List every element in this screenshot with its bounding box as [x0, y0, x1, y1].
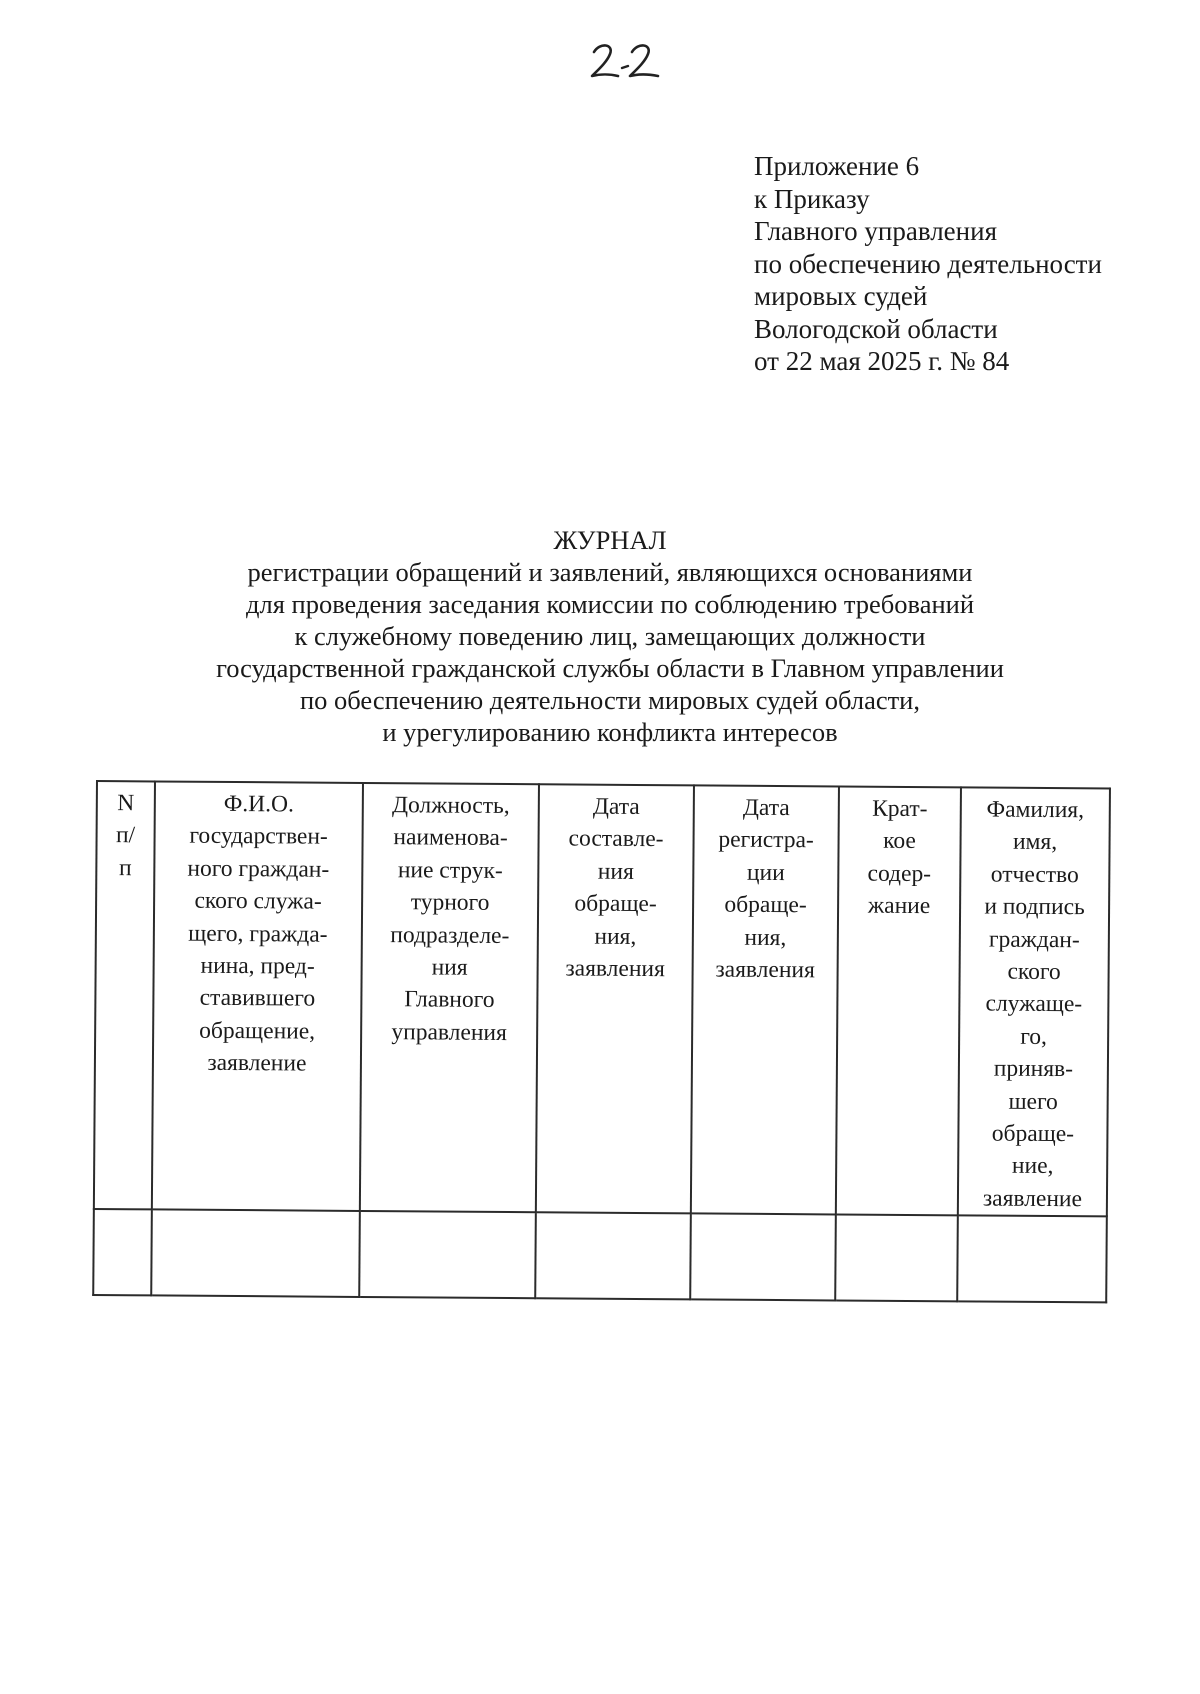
- appendix-block: [754, 150, 1184, 378]
- column-header-line: Дата: [742, 794, 790, 822]
- column-header-line: наименова-: [393, 824, 508, 852]
- journal-table: [92, 780, 1111, 1304]
- column-header-line: Дата: [592, 793, 640, 820]
- column-header-line: содер-: [867, 860, 932, 887]
- appendix-line: от 22 мая 2025 г. № 84: [754, 346, 1010, 376]
- column-header-line: ского служа-: [194, 887, 322, 915]
- column-header-line: Главного: [404, 986, 495, 1014]
- column-header-line: п: [118, 854, 132, 882]
- column-header-line: заявления: [565, 955, 665, 983]
- journal-title-line: и урегулированию конфликта интересов: [382, 717, 838, 747]
- table-cell[interactable]: [151, 1210, 360, 1298]
- column-header-line: турного: [410, 889, 490, 917]
- column-header-line: составле-: [568, 825, 664, 853]
- column-header-line: ставившего: [199, 985, 316, 1013]
- column-header-line: Фамилия,: [986, 796, 1085, 824]
- column-header-line: Крат-: [872, 795, 928, 823]
- journal-title-line: по обеспечению деятельности мировых судей области,: [299, 685, 920, 715]
- column-header-line: ского: [1007, 958, 1061, 986]
- column-header-line: государствен-: [189, 823, 328, 851]
- column-header-registration-date: [691, 785, 839, 1214]
- column-header-number: [94, 781, 155, 1210]
- appendix-line: к Приказу: [754, 183, 870, 214]
- column-header-line: щего, гражда-: [188, 920, 328, 948]
- column-header-line: ного граждан-: [187, 855, 330, 883]
- column-header-line: подразделе-: [390, 921, 510, 949]
- column-header-line: кое: [883, 828, 917, 855]
- column-header-receiver-signature: [958, 787, 1110, 1216]
- column-header-line: имя,: [1012, 829, 1058, 856]
- table-cell[interactable]: [535, 1213, 691, 1300]
- column-header-line: заявление: [207, 1050, 307, 1077]
- table-row: [93, 1209, 1107, 1302]
- column-header-line: обраще-: [991, 1120, 1075, 1148]
- appendix-line: мировых судей: [754, 281, 928, 311]
- column-header-summary: [836, 786, 961, 1215]
- column-header-line: заявления: [715, 956, 815, 984]
- journal-heading: ЖУРНАЛ: [553, 525, 667, 555]
- column-header-line: обращение,: [199, 1017, 316, 1045]
- table-header-row: [94, 781, 1110, 1217]
- table-cell[interactable]: [93, 1209, 152, 1295]
- column-header-line: ние,: [1011, 1153, 1054, 1180]
- appendix-line: по обеспечению деятельности: [754, 248, 1102, 279]
- table-cell[interactable]: [690, 1214, 836, 1301]
- column-header-compilation-date: [536, 784, 694, 1213]
- column-header-line: управления: [391, 1019, 507, 1046]
- column-header-line: шего: [1008, 1088, 1058, 1115]
- journal-title-line: государственной гражданской службы области в Главном управлении: [216, 653, 1004, 683]
- column-header-line: граждан-: [988, 926, 1080, 953]
- column-header-line: отчество: [990, 861, 1079, 889]
- column-header-line: обраще-: [574, 890, 657, 918]
- column-header-line: ции: [746, 859, 785, 886]
- column-header-line: регистра-: [718, 826, 814, 854]
- journal-title-line: к служебному поведению лиц, замещающих должности: [294, 621, 926, 651]
- column-header-line: ния,: [594, 923, 637, 950]
- column-header-line: ния: [597, 858, 634, 885]
- column-header-line: ние струк-: [397, 857, 503, 884]
- appendix-line: Приложение 6: [754, 151, 920, 181]
- column-header-line: Ф.И.О.: [223, 790, 294, 818]
- column-header-position: [360, 783, 539, 1213]
- appendix-line: Главного управления: [754, 216, 997, 246]
- column-header-line: го,: [1020, 1023, 1048, 1050]
- column-header-line: ния,: [744, 924, 787, 951]
- journal-title-line: для проведения заседания комиссии по соблюдению требований: [246, 589, 974, 619]
- appendix-line: Вологодской области: [754, 313, 998, 344]
- table-cell[interactable]: [359, 1211, 536, 1298]
- column-header-line: жание: [867, 892, 931, 920]
- column-header-line: служаще-: [985, 990, 1083, 1018]
- column-header-line: Должность,: [391, 792, 510, 820]
- column-header-line: ния: [431, 954, 468, 981]
- column-header-line: приняв-: [993, 1055, 1074, 1083]
- column-header-line: нина, пред-: [200, 952, 315, 980]
- journal-title-line: регистрации обращений и заявлений, являющихся основаниями: [247, 557, 973, 587]
- column-header-line: заявление: [982, 1185, 1083, 1213]
- table-cell[interactable]: [835, 1215, 958, 1302]
- column-header-line: и подпись: [984, 893, 1085, 921]
- column-header-line: N: [117, 790, 135, 817]
- column-header-line: обраще-: [724, 891, 807, 919]
- column-header-line: п/: [115, 822, 136, 849]
- handwritten-page-number: [588, 38, 668, 82]
- journal-title-block: [150, 524, 1070, 748]
- table-cell[interactable]: [957, 1216, 1107, 1303]
- column-header-applicant-name: [152, 781, 363, 1211]
